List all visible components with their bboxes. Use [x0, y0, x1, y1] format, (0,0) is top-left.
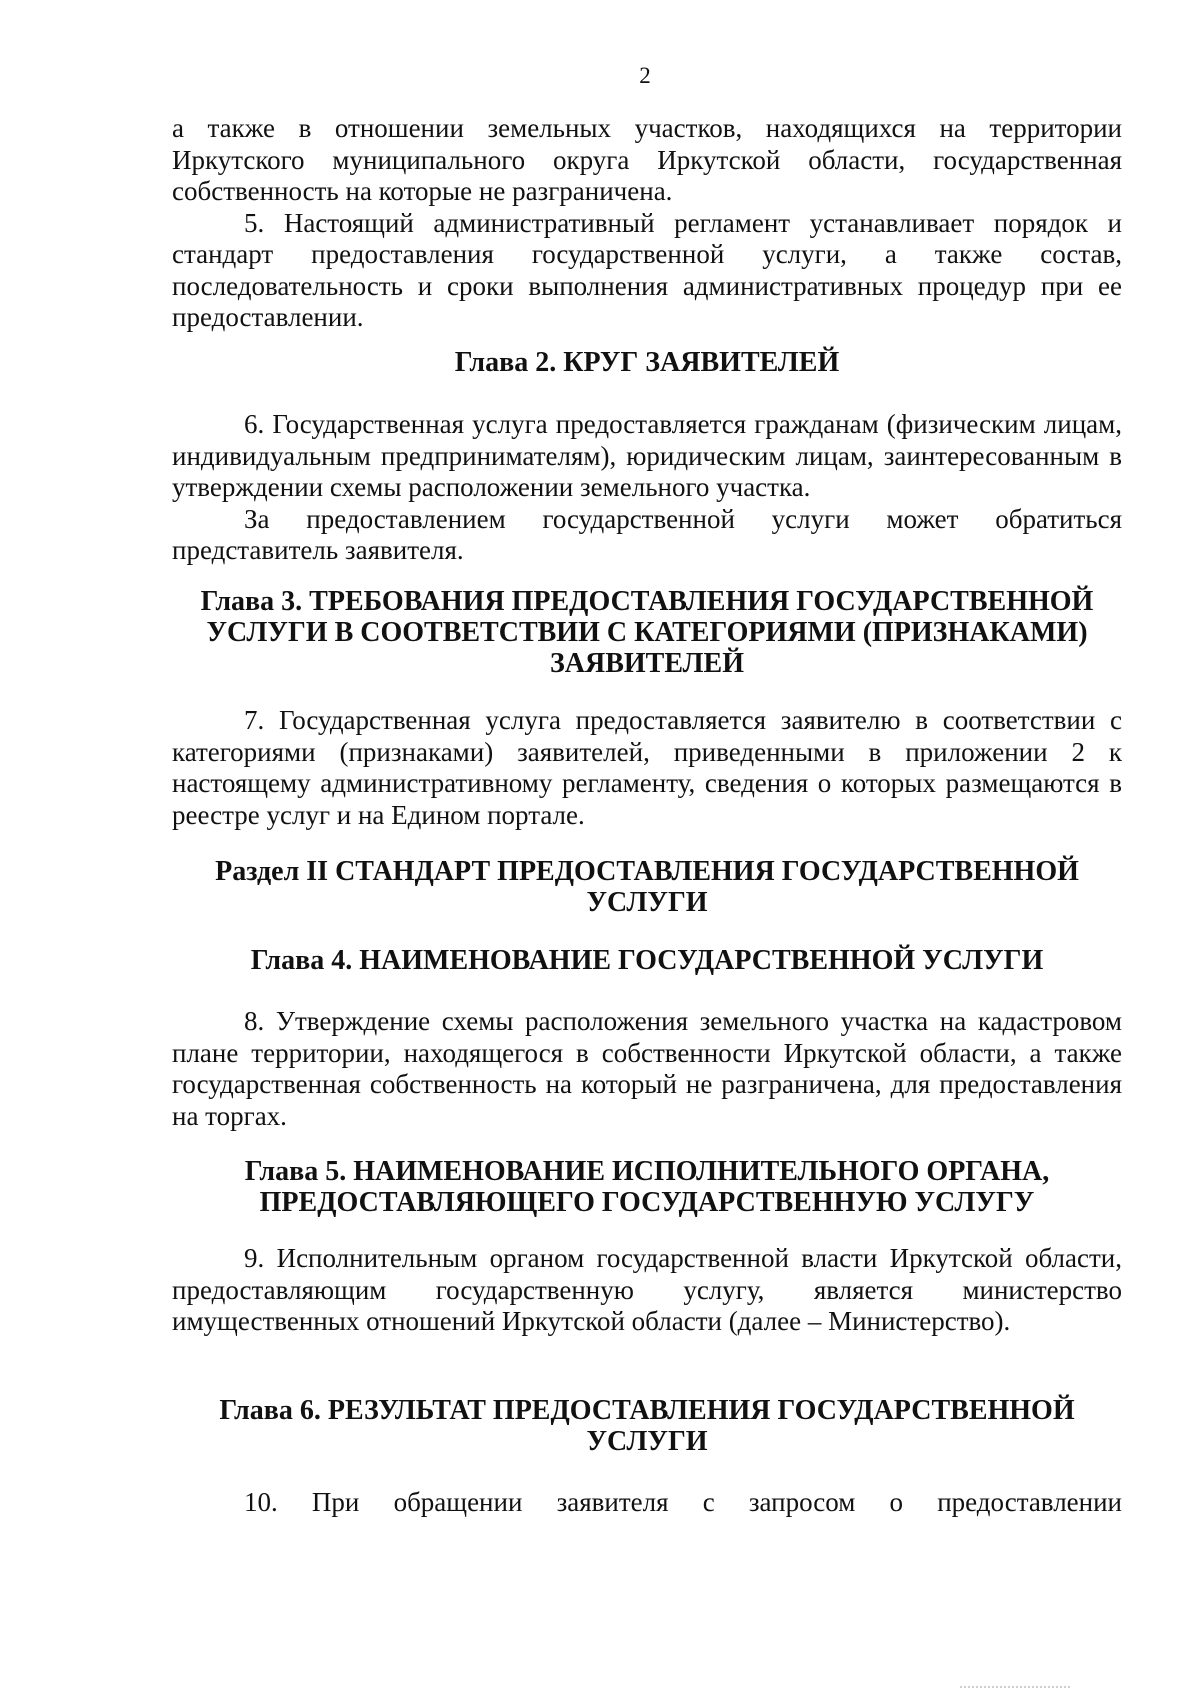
chapter-5-title-line-1: Глава 5. НАИМЕНОВАНИЕ ИСПОЛНИТЕЛЬНОГО ОРГАНА,	[244, 1156, 1050, 1187]
section-2-title-line-1: Раздел II СТАНДАРТ ПРЕДОСТАВЛЕНИЯ ГОСУДАРСТВЕННОЙ	[215, 856, 1079, 887]
chapter-3-title-line-2: УСЛУГИ В СООТВЕТСТВИИ С КАТЕГОРИЯМИ (ПРИЗНАКАМИ)	[206, 617, 1088, 648]
chapter-6-title	[172, 1395, 1122, 1457]
chapter-3-title-line-1: Глава 3. ТРЕБОВАНИЯ ПРЕДОСТАВЛЕНИЯ ГОСУДАРСТВЕННОЙ	[200, 586, 1094, 617]
paragraph-6: 6. Государственная услуга предоставляется гражданам (физическим лицам, индивидуальным предпринимателям), юридическим лицам, заинтересованным в утверждении схемы расположении земельного участка.	[172, 409, 1122, 502]
chapter-2-body	[172, 409, 1122, 567]
page-number: 2	[639, 63, 651, 88]
scan-edge-marks	[960, 1686, 1070, 1692]
chapter-4-title	[172, 945, 1122, 976]
chapter-6-body	[172, 1487, 1122, 1519]
chapter-4-title-text: Глава 4. НАИМЕНОВАНИЕ ГОСУДАРСТВЕННОЙ УСЛУГИ	[250, 945, 1044, 976]
paragraph-7: 7. Государственная услуга предоставляется заявителю в соответствии с категориями (признаками) заявителей, приведенными в приложении 2 к настоящему административному регламенту, сведения о которых размещаются в реестре услуг и на Едином портале.	[172, 705, 1122, 830]
paragraph-9: 9. Исполнительным органом государственной власти Иркутской области, предоставляющим государственную услугу, является министерство имущественных отношений Иркутской области (далее – Министерство).	[172, 1243, 1122, 1336]
section-2-title	[172, 856, 1122, 918]
intro-block	[172, 113, 1122, 334]
paragraph-5: 5. Настоящий административный регламент устанавливает порядок и стандарт предоставления государственной услуги, а также состав, последовательность и сроки выполнения административных процедур при ее предоставлении.	[172, 207, 1122, 332]
chapter-5-title	[172, 1156, 1122, 1218]
paragraph-6-representative: За предоставлением государственной услуги может обратиться представитель заявителя.	[172, 503, 1122, 565]
chapter-5-body	[172, 1243, 1122, 1338]
chapter-5-title-line-2: ПРЕДОСТАВЛЯЮЩЕГО ГОСУДАРСТВЕННУЮ УСЛУГУ	[259, 1187, 1035, 1218]
chapter-2-title-text: Глава 2. КРУГ ЗАЯВИТЕЛЕЙ	[454, 347, 840, 378]
chapter-2-title	[172, 347, 1122, 378]
chapter-3-body	[172, 705, 1122, 831]
chapter-6-title-line-1: Глава 6. РЕЗУЛЬТАТ ПРЕДОСТАВЛЕНИЯ ГОСУДАРСТВЕННОЙ	[219, 1395, 1075, 1426]
chapter-3-title	[172, 586, 1122, 679]
paragraph-8: 8. Утверждение схемы расположения земельного участка на кадастровом плане территории, находящегося в собственности Иркутской области, а также государственная собственность на который не разграничена, для предоставления на торгах.	[172, 1006, 1122, 1131]
chapter-4-body	[172, 1006, 1122, 1132]
chapter-6-title-line-2: УСЛУГИ	[586, 1426, 708, 1457]
paragraph-continuation: а также в отношении земельных участков, находящихся на территории Иркутского муниципального округа Иркутской области, государственная собственность на которые не разграничена.	[172, 113, 1122, 206]
chapter-3-title-line-3: ЗАЯВИТЕЛЕЙ	[550, 648, 744, 679]
section-2-title-line-2: УСЛУГИ	[586, 887, 708, 918]
paragraph-10: 10. При обращении заявителя с запросом о предоставлении	[244, 1487, 1122, 1517]
